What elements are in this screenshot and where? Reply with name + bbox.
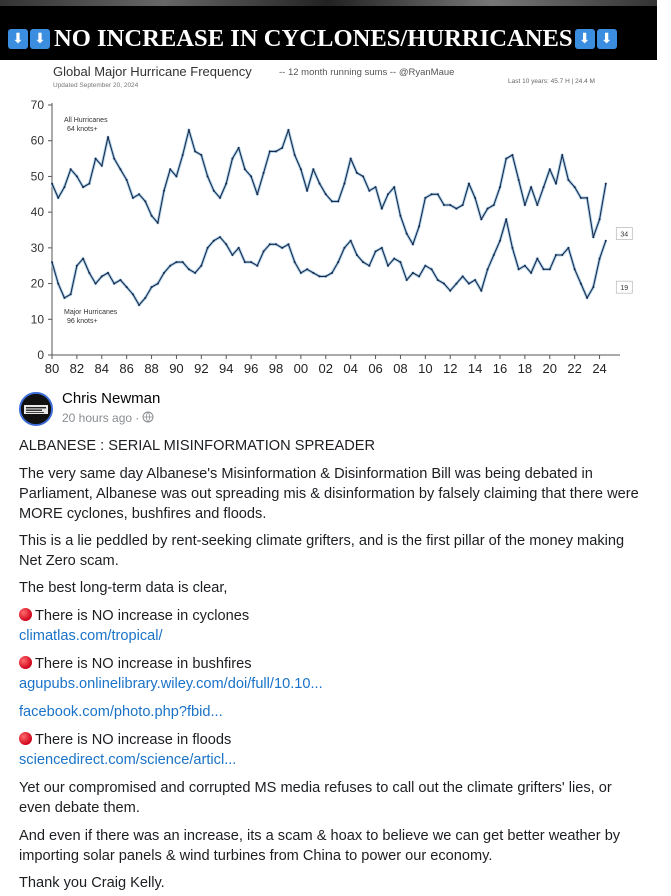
data-point — [536, 204, 538, 206]
data-point — [393, 258, 395, 260]
data-point — [431, 193, 433, 195]
group-avatar-icon[interactable] — [19, 392, 53, 426]
x-tick-label: 90 — [169, 361, 184, 376]
chart-title-suffix: -- 12 month running sums -- @RyanMaue — [279, 67, 455, 78]
data-point — [231, 158, 233, 160]
post-paragraph: The best long-term data is clear, — [19, 580, 228, 596]
x-tick-label: 16 — [492, 361, 508, 376]
data-point — [368, 265, 370, 267]
data-point — [337, 200, 339, 202]
x-tick-label: 18 — [517, 361, 533, 376]
data-point — [499, 186, 501, 188]
data-point — [70, 168, 72, 170]
data-point — [151, 286, 153, 288]
down-arrow-icon: ⬇ — [30, 29, 50, 49]
data-point — [437, 193, 439, 195]
data-point — [250, 175, 252, 177]
x-tick-label: 02 — [318, 361, 334, 376]
post-heading: ALBANESE : SERIAL MISINFORMATION SPREADER — [19, 438, 375, 454]
data-point — [399, 261, 401, 263]
data-point — [487, 268, 489, 270]
data-point — [132, 293, 134, 295]
data-point — [443, 204, 445, 206]
data-point — [511, 247, 513, 249]
x-tick-label: 80 — [44, 361, 60, 376]
data-point — [263, 172, 265, 174]
post-paragraph: Yet our compromised and corrupted MS media refuses to call out the climate grifters' lies, or even debate them. — [19, 780, 612, 816]
data-point — [418, 225, 420, 227]
data-point — [231, 254, 233, 256]
series-line-halo — [52, 130, 606, 244]
end-value-label: 34 — [620, 231, 629, 239]
data-point — [468, 283, 470, 285]
data-point — [586, 197, 588, 199]
data-point — [424, 197, 426, 199]
y-tick-label: 50 — [30, 169, 44, 184]
data-point — [244, 261, 246, 263]
claim-floods — [19, 730, 644, 750]
banner-title: NO INCREASE IN CYCLONES/HURRICANES — [54, 25, 573, 52]
data-point — [294, 261, 296, 263]
data-point — [82, 186, 84, 188]
data-point — [362, 261, 364, 263]
data-point — [524, 265, 526, 267]
data-point — [605, 240, 607, 242]
data-point — [331, 200, 333, 202]
data-point — [406, 233, 408, 235]
data-point — [399, 215, 401, 217]
data-point — [337, 261, 339, 263]
x-tick-label: 10 — [418, 361, 433, 376]
data-point — [57, 197, 59, 199]
data-point — [493, 204, 495, 206]
data-point — [63, 186, 65, 188]
data-point — [281, 147, 283, 149]
data-point — [474, 279, 476, 281]
data-point — [132, 197, 134, 199]
data-point — [101, 275, 103, 277]
data-point — [412, 272, 414, 274]
data-point — [561, 154, 563, 156]
data-point — [543, 186, 545, 188]
x-tick-label: 12 — [442, 361, 458, 376]
data-point — [138, 304, 140, 306]
data-point — [536, 258, 538, 260]
data-point — [294, 154, 296, 156]
y-tick-label: 10 — [30, 312, 44, 327]
data-point — [387, 265, 389, 267]
down-arrow-icon: ⬇ — [597, 29, 617, 49]
header-banner — [0, 0, 657, 60]
data-point — [586, 297, 588, 299]
data-point — [63, 297, 65, 299]
series-sublabel: 64 knots+ — [67, 126, 98, 133]
data-point — [592, 236, 594, 238]
data-point — [530, 272, 532, 274]
data-point — [431, 268, 433, 270]
data-point — [51, 261, 53, 263]
series-name-label: Major Hurricanes — [64, 309, 118, 316]
data-point — [88, 272, 90, 274]
data-point — [70, 293, 72, 295]
data-point — [169, 265, 171, 267]
data-point — [555, 183, 557, 185]
data-point — [574, 268, 576, 270]
red-circle-icon — [19, 656, 32, 669]
data-point — [319, 183, 321, 185]
data-point — [480, 218, 482, 220]
data-point — [281, 247, 283, 249]
data-point — [306, 268, 308, 270]
data-point — [518, 268, 520, 270]
data-point — [449, 290, 451, 292]
data-point — [393, 186, 395, 188]
data-point — [238, 247, 240, 249]
x-tick-label: 92 — [194, 361, 209, 376]
data-point — [437, 279, 439, 281]
data-point — [188, 129, 190, 131]
post-paragraph: This is a lie peddled by rent-seeking climate grifters, and is the first pillar of the money making Net Zero scam. — [19, 533, 625, 569]
y-tick-label: 60 — [30, 133, 44, 148]
claim-text: There is NO increase in cyclones — [35, 608, 250, 624]
data-point — [343, 247, 345, 249]
x-tick-label: 82 — [69, 361, 85, 376]
data-point — [213, 240, 215, 242]
facebook-post — [0, 380, 657, 896]
x-tick-label: 22 — [567, 361, 582, 376]
data-point — [300, 272, 302, 274]
data-point — [95, 158, 97, 160]
data-point — [319, 275, 321, 277]
data-point — [138, 193, 140, 195]
data-point — [57, 283, 59, 285]
data-point — [225, 243, 227, 245]
series-line-halo — [52, 219, 606, 305]
data-point — [424, 265, 426, 267]
hurricane-chart — [0, 60, 657, 380]
data-point — [88, 183, 90, 185]
data-point — [381, 208, 383, 210]
link-climatlas[interactable]: climatlas.com/tropical/ — [19, 628, 163, 644]
data-point — [561, 254, 563, 256]
data-point — [387, 193, 389, 195]
data-point — [567, 247, 569, 249]
x-tick-label: 88 — [144, 361, 159, 376]
data-point — [375, 250, 377, 252]
data-point — [182, 154, 184, 156]
x-tick-label: 86 — [119, 361, 134, 376]
data-point — [287, 129, 289, 131]
data-point — [418, 275, 420, 277]
avatar-graphic — [21, 394, 51, 424]
chart-title: Global Major Hurricane Frequency — [53, 64, 252, 79]
data-point — [194, 150, 196, 152]
all-hurricanes-line — [52, 130, 606, 244]
claim-cyclones — [19, 606, 644, 626]
data-point — [499, 240, 501, 242]
post-paragraph: The very same day Albanese's Misinformation & Disinformation Bill was being debated in Parliament, Albanese was out spreading mis & disinformation by falsely claiming that there were MORE cyclones, bushfires and floods. — [19, 466, 639, 522]
data-point — [256, 265, 258, 267]
data-point — [151, 215, 153, 217]
data-point — [82, 258, 84, 260]
y-tick-label: 20 — [30, 276, 44, 291]
red-circle-icon — [19, 732, 32, 745]
data-point — [312, 272, 314, 274]
data-point — [524, 204, 526, 206]
data-point — [356, 254, 358, 256]
data-point — [530, 186, 532, 188]
red-circle-icon — [19, 608, 32, 621]
post-paragraph: Thank you Craig Kelly. — [19, 875, 165, 891]
data-point — [250, 261, 252, 263]
data-point — [493, 254, 495, 256]
data-point — [194, 272, 196, 274]
post-paragraph: And even if there was an increase, its a scam & hoax to believe we can get better weather by importing solar panels & wind turbines from China to power our economy. — [19, 828, 621, 864]
data-point — [157, 283, 159, 285]
data-point — [175, 261, 177, 263]
chart-stats-note: Last 10 years: 45.7 H | 24.4 M — [508, 78, 595, 85]
data-point — [182, 261, 184, 263]
data-point — [219, 197, 221, 199]
link-facebook-photo[interactable]: facebook.com/photo.php?fbid... — [19, 704, 223, 720]
globe-icon — [142, 411, 154, 426]
data-point — [455, 208, 457, 210]
data-point — [362, 175, 364, 177]
banner-top-strip — [0, 0, 657, 6]
y-tick-label: 30 — [30, 240, 44, 255]
data-point — [163, 272, 165, 274]
x-tick-label: 98 — [268, 361, 284, 376]
down-arrow-icon: ⬇ — [575, 29, 595, 49]
data-point — [580, 197, 582, 199]
data-point — [567, 179, 569, 181]
data-point — [599, 258, 601, 260]
data-point — [462, 275, 464, 277]
data-point — [605, 183, 607, 185]
data-point — [549, 168, 551, 170]
data-point — [350, 158, 352, 160]
data-point — [462, 204, 464, 206]
data-point — [95, 283, 97, 285]
data-point — [126, 179, 128, 181]
data-point — [269, 150, 271, 152]
down-arrow-icon: ⬇ — [8, 29, 28, 49]
data-point — [107, 272, 109, 274]
x-tick-label: 00 — [293, 361, 309, 376]
data-point — [76, 265, 78, 267]
data-point — [412, 243, 414, 245]
data-point — [549, 268, 551, 270]
y-tick-label: 0 — [37, 348, 44, 362]
data-point — [312, 168, 314, 170]
claim-bushfires — [19, 654, 644, 674]
data-point — [480, 290, 482, 292]
data-point — [200, 265, 202, 267]
data-point — [543, 268, 545, 270]
banner-row — [8, 24, 619, 54]
chart-svg — [0, 60, 657, 380]
x-tick-label: 96 — [243, 361, 259, 376]
data-point — [343, 183, 345, 185]
end-value-label: 19 — [620, 285, 629, 293]
data-point — [256, 193, 258, 195]
data-point — [207, 175, 209, 177]
data-point — [207, 247, 209, 249]
data-point — [219, 236, 221, 238]
y-tick-label: 70 — [30, 98, 44, 112]
data-point — [169, 168, 171, 170]
data-point — [350, 240, 352, 242]
data-point — [325, 193, 327, 195]
data-point — [574, 186, 576, 188]
data-point — [468, 183, 470, 185]
data-point — [443, 283, 445, 285]
data-point — [175, 175, 177, 177]
data-point — [375, 186, 377, 188]
x-tick-label: 84 — [94, 361, 110, 376]
series-sublabel: 96 knots+ — [67, 318, 98, 325]
data-point — [107, 136, 109, 138]
data-point — [406, 279, 408, 281]
x-tick-label: 08 — [393, 361, 408, 376]
data-point — [325, 275, 327, 277]
x-tick-label: 94 — [218, 361, 234, 376]
data-point — [381, 247, 383, 249]
data-point — [306, 190, 308, 192]
data-point — [487, 208, 489, 210]
data-point — [580, 283, 582, 285]
data-point — [113, 283, 115, 285]
x-tick-label: 06 — [368, 361, 383, 376]
chart-lines — [51, 129, 607, 306]
data-point — [275, 243, 277, 245]
data-point — [119, 168, 121, 170]
data-point — [244, 168, 246, 170]
data-point — [518, 179, 520, 181]
data-point — [505, 158, 507, 160]
data-point — [113, 158, 115, 160]
x-tick-label: 24 — [592, 361, 607, 376]
chart-subtitle: Updated September 20, 2024 — [53, 82, 139, 89]
major-hurricanes-line — [52, 219, 606, 305]
chart-axes — [31, 98, 620, 376]
data-point — [511, 154, 513, 156]
data-point — [368, 190, 370, 192]
data-point — [200, 154, 202, 156]
y-tick-label: 40 — [30, 205, 44, 220]
data-point — [356, 172, 358, 174]
data-point — [126, 286, 128, 288]
data-point — [263, 250, 265, 252]
post-timestamp[interactable]: 20 hours ago · — [62, 411, 140, 425]
series-name-label: All Hurricanes — [64, 117, 108, 124]
data-point — [163, 190, 165, 192]
data-point — [119, 279, 121, 281]
data-point — [287, 243, 289, 245]
data-point — [592, 286, 594, 288]
data-point — [144, 297, 146, 299]
data-point — [599, 218, 601, 220]
data-point — [188, 268, 190, 270]
x-tick-label: 14 — [467, 361, 483, 376]
data-point — [269, 243, 271, 245]
x-tick-label: 20 — [542, 361, 558, 376]
claim-text: There is NO increase in floods — [35, 732, 232, 748]
data-point — [300, 168, 302, 170]
link-agupubs[interactable]: agupubs.onlinelibrary.wiley.com/doi/full/10.10... — [19, 676, 323, 692]
x-tick-label: 04 — [343, 361, 358, 376]
claim-text: There is NO increase in bushfires — [35, 656, 252, 672]
data-point — [331, 272, 333, 274]
data-point — [238, 147, 240, 149]
data-point — [505, 218, 507, 220]
data-point — [455, 283, 457, 285]
data-point — [555, 254, 557, 256]
data-point — [101, 165, 103, 167]
data-point — [225, 183, 227, 185]
data-point — [449, 204, 451, 206]
post-author[interactable]: Chris Newman — [62, 390, 161, 407]
data-point — [51, 183, 53, 185]
data-point — [275, 150, 277, 152]
data-point — [157, 222, 159, 224]
data-point — [474, 197, 476, 199]
data-point — [76, 175, 78, 177]
data-point — [213, 190, 215, 192]
data-point — [144, 200, 146, 202]
link-sciencedirect[interactable]: sciencedirect.com/science/articl... — [19, 752, 237, 768]
